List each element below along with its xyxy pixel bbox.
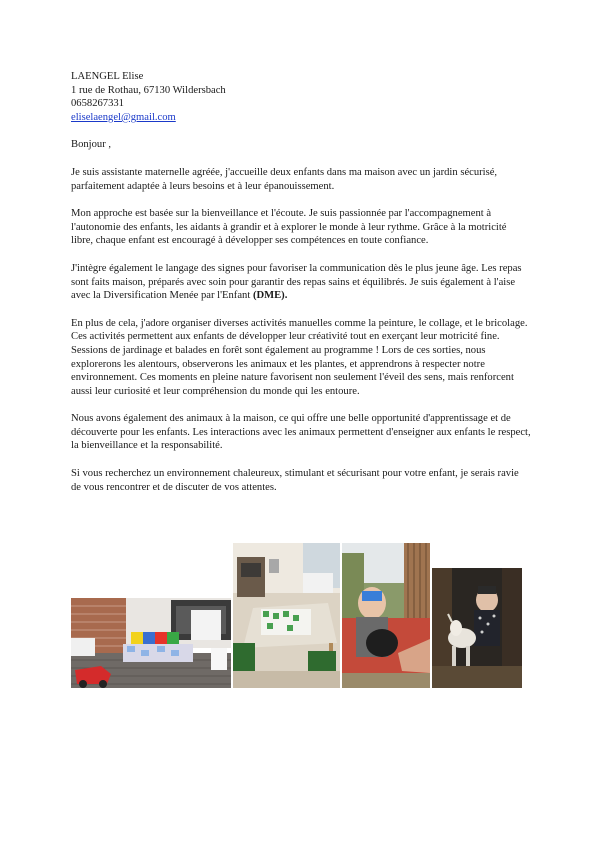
dme-bold: (DME). — [252, 290, 288, 302]
sender-name: LAENGEL Elise — [71, 71, 144, 82]
greeting: Bonjour , — [71, 139, 112, 151]
activity-table-photo — [233, 543, 340, 688]
sender-email-link[interactable]: eliselaengel@gmail.com — [71, 111, 176, 123]
paragraph-closing: Si vous recherchez un environnement chaleureux, stimulant et sécurisant pour votre enfant, je serais ravie de vous rencontrer et de discuter de vos attentes. — [71, 468, 519, 493]
paragraph-activities: En plus de cela, j'adore organiser diverses activités manuelles comme la peinture, le collage, et le bricolage. Ces activités permettent aux enfants de développer leur créativité tout en exerçant leur motricité fine. Sessions de jardinage et balades en forêt sont également au programme ! Lors de ces sorties, nous explorerons les alentours, observerons les animaux et les plantes, et apprendrons à respecter notre environnement. Ces moments en pleine nature favorisent non seulement l'éveil des sens, mais renforcent aussi leur curiosité et leur compréhension du monde qui les entoure. — [71, 317, 528, 397]
playroom-photo — [71, 598, 231, 688]
paragraph-sign-language-text: J'intègre également le langage des signes pour favoriser la communication dès le plus jeune âge. Les repas sont faits maison, préparés avec soin pour garantir des repas sains et équilibrés. Je suis également à l'aise avec la Diversification Menée par l'Enfant — [71, 262, 522, 302]
sender-phone: 0658267331 — [71, 98, 124, 110]
paragraph-intro: Je suis assistante maternelle agréée, j'accueille deux enfants dans ma maison avec un jardin sécurisé, parfaitement adaptée à leurs besoins et à leur épanouissement. — [71, 166, 498, 192]
paragraph-sign-language — [71, 262, 531, 303]
letter-body — [71, 70, 531, 494]
child-with-goat-photo — [432, 568, 522, 688]
paragraph-animals: Nous avons également des animaux à la maison, ce qui offre une belle opportunité d'apprentissage et de découverte pour les enfants. Les interactions avec les animaux permettent d'enseigner aux enfants le respect, la bienveillance et la responsabilité. — [71, 413, 531, 452]
child-with-rabbit-photo — [342, 543, 430, 688]
paragraph-approach: Mon approche est basée sur la bienveillance et l'écoute. Je suis passionnée par l'accompagnement à l'autonomie des enfants, les aidants à grandir et à explorer le monde à leur rythme. Grâce à la motricité libre, chaque enfant est encouragé à développer ses compétences en toute confiance. — [71, 208, 507, 247]
sender-address: 1 rue de Rothau, 67130 Wildersbach — [71, 84, 226, 96]
